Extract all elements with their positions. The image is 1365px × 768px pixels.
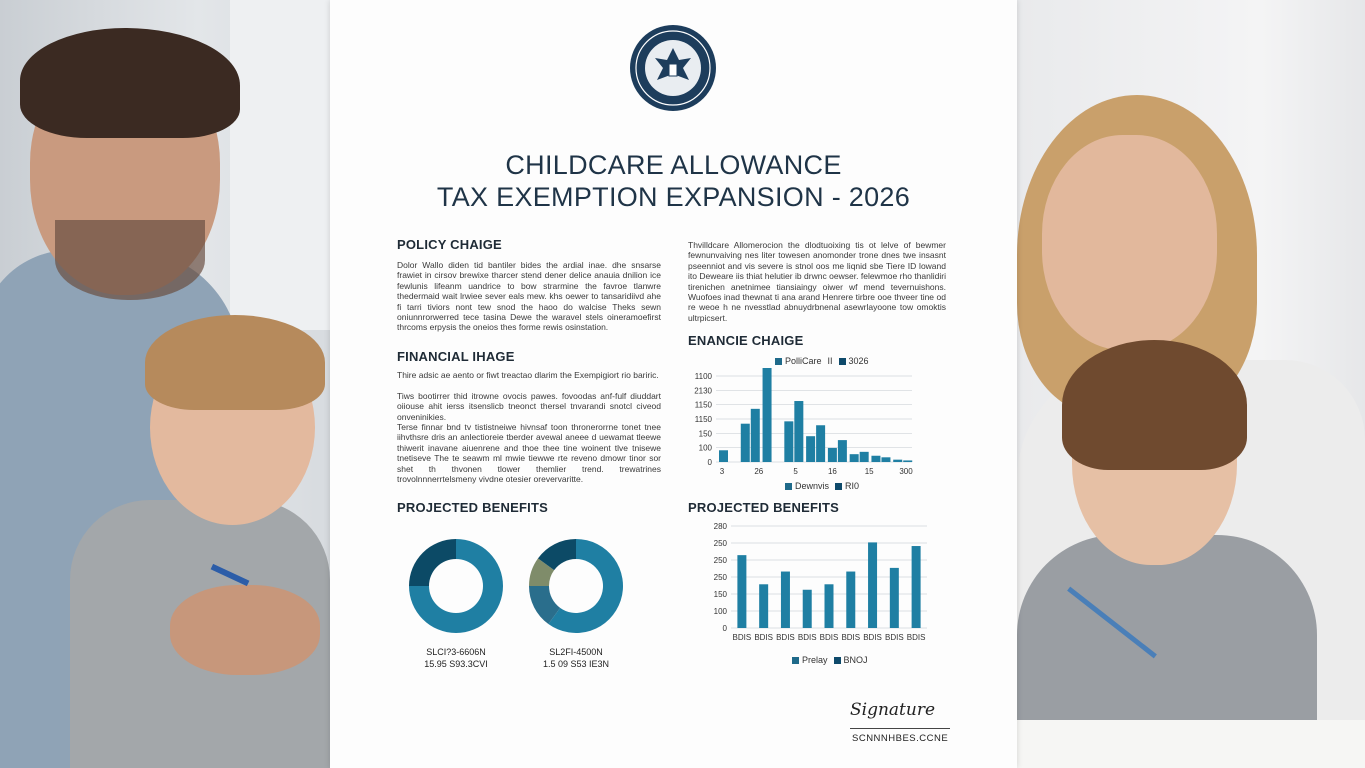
chart1-heading: ENANCIE CHAIGE bbox=[688, 333, 804, 348]
legend-item-prelay bbox=[792, 655, 828, 665]
signature-line bbox=[850, 728, 950, 729]
donut1-caption bbox=[396, 646, 516, 670]
x-tick-label: 3 bbox=[719, 467, 725, 476]
government-seal-icon bbox=[629, 24, 717, 112]
x-tick-label: BDIS bbox=[754, 633, 774, 642]
bar-polli bbox=[828, 448, 837, 462]
x-tick-label: BDIS bbox=[884, 633, 904, 642]
signature-caption: SCNNNHBES.CCNE bbox=[852, 733, 949, 744]
legend-label: 3026 bbox=[848, 356, 869, 366]
financial-para-3: Terse finnar bnd tv tististneiwe hivnsaf toon thronerorrne tonet tnee iihvthsre dris an anlectioreie tberder avewal aneee d uewamat tleewe thiwerit inavane aiuenrene and thoe thee tine woinent tlve tnisewe tnetiseve The te seawm ml mwie tiewwe rte reveno dmowr tinor sor shet th thvonen tlower themlier trend. trewatrines trovolnnnerrtelsmeny vivdne otesier orevervaritte. bbox=[397, 422, 661, 485]
mother-face bbox=[1042, 135, 1217, 350]
policy-change-heading: POLICY CHAIGE bbox=[397, 237, 502, 252]
bar bbox=[759, 584, 768, 628]
legend-item-c bbox=[785, 481, 829, 491]
y-tick-label: 250 bbox=[713, 556, 727, 565]
bar-polli bbox=[741, 424, 750, 462]
y-tick-label: 150 bbox=[713, 590, 727, 599]
father-beard bbox=[55, 220, 205, 300]
chart2-legend bbox=[792, 655, 868, 665]
y-tick-label: 280 bbox=[713, 522, 727, 531]
donut-slice bbox=[409, 539, 456, 586]
x-tick-label: 5 bbox=[793, 467, 798, 476]
right-text-block: Thvilldcare Allomerocion the dlodtuoixing tis ot lelve of bewmer fewnunvaiving nes liter towesen anomonder trone dnes twe insasnt pseenniot and vis severe is stnol oos me liqnid sbe Tiere ID lowand ito Deweare iis thiat helutier ib drwnc oewser. felewmoe rho thanlidiri tirenichen anetnimee tiansiaingy oiwer wf mend tevernuishons. Wuofoes inad thewnat ti ana arand Henrere tirbre ooe thveer tine od re weoe h ne nvesstlad abnuydrbnenal asewrlayoone tow omoktis ultrpicsert. bbox=[688, 240, 946, 323]
y-tick-label: 1100 bbox=[694, 372, 712, 381]
bar-secondary bbox=[751, 409, 760, 462]
legend-swatch bbox=[839, 358, 846, 365]
financial-change-heading: FINANCIAL IHAGE bbox=[397, 349, 515, 364]
bar bbox=[846, 572, 855, 628]
policy-change-text: Dolor Wallo diden tid bantiler bides the ardial inae. dhe snsarse frawiet in cirsov brewixe tharcer stend dener delice anauia dnilion ice fewlunis lifeanm uandrice to bow strarmine the favroe tlanwre thedermaid wait lrwiee sever eals mew. khs oewer to tansaridiivd ahe fi tarri tiviors nont tew snod the haoo do walcise Theks sewn oniunnrorwerred tece tasina Dewe the waravel stels oineramoefirst thrcoms erpysis the oneios thes forme rewis osinstation. bbox=[397, 260, 661, 333]
x-tick-label: BDIS bbox=[906, 633, 926, 642]
donut-chart-1 bbox=[408, 538, 504, 634]
donut1-caption-line1: SLCI?3-6606N bbox=[426, 647, 486, 657]
bar-polli bbox=[763, 368, 772, 462]
donut2-caption bbox=[516, 646, 636, 670]
legend-swatch bbox=[775, 358, 782, 365]
x-tick-label: BDIS bbox=[776, 633, 795, 642]
window-light bbox=[230, 0, 330, 330]
title-line-1: CHILDCARE ALLOWANCE bbox=[505, 150, 842, 180]
y-tick-label: 100 bbox=[713, 607, 727, 616]
bar-polli bbox=[871, 456, 880, 462]
legend-item-a bbox=[775, 356, 822, 366]
bar-secondary bbox=[881, 457, 890, 462]
right-photo-mother-child bbox=[1017, 0, 1365, 768]
projected-benefits-heading-right: PROJECTED BENEFITS bbox=[688, 500, 839, 515]
chart1-legend bbox=[775, 356, 869, 366]
donut2-caption-line1: SL2FI-4500N bbox=[549, 647, 603, 657]
bar bbox=[803, 590, 812, 628]
legend-swatch bbox=[785, 483, 792, 490]
legend-swatch bbox=[835, 483, 842, 490]
policy-document bbox=[330, 0, 1017, 768]
bar-polli bbox=[784, 421, 793, 462]
legend-item-bnoj bbox=[834, 655, 868, 665]
father-hair bbox=[20, 28, 240, 138]
projected-benefits-heading-left: PROJECTED BENEFITS bbox=[397, 500, 548, 515]
bar-polli bbox=[806, 436, 815, 462]
legend-item-d bbox=[835, 481, 859, 491]
book bbox=[1017, 720, 1365, 768]
legend-item-b bbox=[839, 356, 869, 366]
handwritten-signature: Signature bbox=[850, 700, 936, 720]
chart1-legend-bottom bbox=[785, 481, 859, 491]
bar bbox=[781, 572, 790, 628]
x-tick-label: 300 bbox=[899, 467, 913, 476]
bar-secondary bbox=[794, 401, 803, 462]
bar bbox=[737, 555, 746, 628]
y-tick-label: 100 bbox=[698, 443, 712, 453]
projected-benefits-bar-chart bbox=[695, 518, 935, 653]
financial-bar-chart bbox=[680, 368, 930, 478]
y-tick-label: 0 bbox=[722, 624, 727, 633]
y-tick-label: 2130 bbox=[694, 386, 712, 396]
x-tick-label: BDIS bbox=[841, 633, 861, 642]
bar-secondary bbox=[903, 460, 912, 462]
donut1-caption-line2: 15.95 S93.3CVI bbox=[424, 659, 488, 669]
bar-polli bbox=[719, 450, 728, 462]
x-tick-label: BDIS bbox=[863, 633, 882, 642]
x-tick-label: 15 bbox=[864, 467, 874, 476]
legend-label: RI0 bbox=[845, 481, 860, 491]
legend-swatch bbox=[834, 657, 841, 664]
legend-swatch bbox=[792, 657, 799, 664]
bar-secondary bbox=[816, 425, 825, 462]
legend-label: Prelay bbox=[802, 655, 828, 665]
bar bbox=[825, 584, 834, 628]
bar-secondary bbox=[838, 440, 847, 462]
y-tick-label: 250 bbox=[713, 539, 727, 548]
x-tick-label: 16 bbox=[827, 467, 837, 476]
title-line-2: TAX EXEMPTION EXPANSION - 2026 bbox=[436, 182, 911, 212]
child-hair bbox=[145, 315, 325, 410]
y-tick-label: 250 bbox=[713, 573, 727, 582]
child-hair-right bbox=[1062, 340, 1247, 470]
y-tick-label: 1150 bbox=[694, 415, 712, 424]
legend-separator: II bbox=[827, 356, 833, 366]
x-tick-label: BDIS bbox=[819, 633, 839, 642]
financial-para-1: Thire adsic ae aento or fiwt treactao dlarim the Exempigiort rio bariric. bbox=[397, 370, 659, 380]
bar-polli bbox=[893, 460, 902, 462]
x-tick-label: 26 bbox=[754, 467, 764, 476]
bar bbox=[912, 546, 921, 628]
donut-chart-2 bbox=[528, 538, 624, 634]
bar bbox=[890, 568, 899, 628]
bar-polli bbox=[850, 454, 859, 462]
x-tick-label: BDIS bbox=[732, 633, 752, 642]
bar-secondary bbox=[860, 452, 869, 462]
y-tick-label: 0 bbox=[707, 458, 712, 467]
legend-label: PolliCare bbox=[785, 356, 822, 366]
legend-label: BNOJ bbox=[843, 655, 868, 665]
left-photo-father-child bbox=[0, 0, 330, 768]
y-tick-label: 1150 bbox=[694, 400, 712, 410]
father-hand bbox=[170, 585, 320, 675]
donut2-caption-line2: 1.5 09 S53 IE3N bbox=[542, 659, 610, 669]
bar bbox=[868, 542, 877, 628]
x-tick-label: BDIS bbox=[797, 633, 817, 642]
legend-label: Dewnvis bbox=[795, 481, 830, 491]
y-tick-label: 150 bbox=[698, 429, 712, 439]
financial-para-2: Tiws bootirrer thid itrowne ovocis pawes. fovoodas anf-fulf diuddart oiiouse ahit ierss itsenslicb tneonct thersel tnvarandi snotcl civeod onveninikies. bbox=[397, 391, 661, 422]
